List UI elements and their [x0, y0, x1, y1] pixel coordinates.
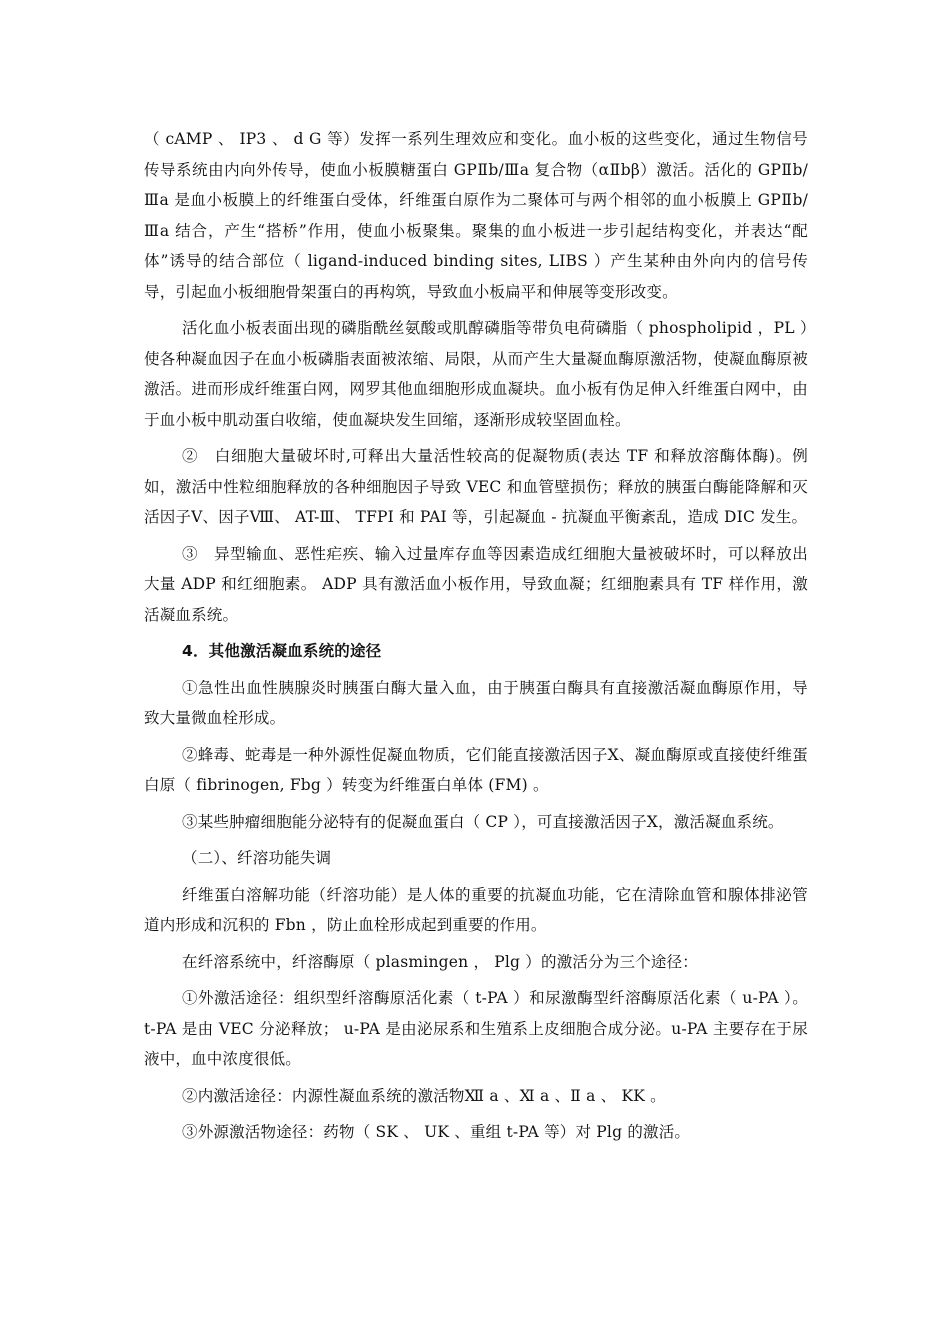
- paragraph-platelet-activation: （ cAMP 、 IP3 、 d G 等）发挥一系列生理效应和变化。血小板的这些变化，通过生物信号传导系统由内向外传导，使血小板膜糖蛋白 GPⅡb/Ⅲa 复合物（αⅡbβ）激活。活化的 GPⅡb/Ⅲa 是血小板膜上的纤维蛋白受体，纤维蛋白原作为二聚体可与两个相邻的血小板膜上 GPⅡb/Ⅲa 结合，产生“搭桥”作用，使血小板聚集。聚集的血小板进一步引起结构变化，并表达“配体”诱导的结合部位（ ligand-induced binding sites, LIBS ）产生某种由外向内的信号传导，引起血小板细胞骨架蛋白的再构筑，导致血小板扁平和伸展等变形改变。: [144, 130, 808, 301]
- paragraph-fibrinolysis-intro: 纤维蛋白溶解功能（纤溶功能）是人体的重要的抗凝血功能，它在清除血管和腺体排泌管道内形成和沉积的 Fbn ，防止血栓形成起到重要的作用。: [144, 885, 808, 934]
- paragraph-tumor: ③某些肿瘤细胞能分泌特有的促凝血蛋白（ CP ），可直接激活因子Ⅹ，激活凝血系统。: [182, 812, 784, 831]
- paragraph-phospholipid: 活化血小板表面出现的磷脂酰丝氨酸或肌醇磷脂等带负电荷磷脂（ phospholipid ，PL ）使各种凝血因子在血小板磷脂表面被浓缩、局限，从而产生大量凝血酶原激活物，使凝血酶原被激活。进而形成纤维蛋白网，网罗其他血细胞形成血凝块。血小板有伪足伸入纤维蛋白网中，由于血小板中肌动蛋白收缩，使血凝块发生回缩，逐渐形成较坚固血栓。: [144, 319, 808, 429]
- paragraph-pancreatitis: ①急性出血性胰腺炎时胰蛋白酶大量入血，由于胰蛋白酶具有直接激活凝血酶原作用，导致大量微血栓形成。: [144, 678, 808, 727]
- paragraph-venom: ②蜂毒、蛇毒是一种外源性促凝血物质，它们能直接激活因子Ⅹ、凝血酶原或直接使纤维蛋白原（ fibrinogen, Fbg ）转变为纤维蛋白单体 (FM) 。: [144, 745, 808, 794]
- paragraph-plasminogen: 在纤溶系统中，纤溶酶原（ plasmingen ， Plg ）的激活分为三个途径：: [182, 952, 699, 971]
- paragraph-internal-activation: ②内激活途径：内源性凝血系统的激活物Ⅻ a 、Ⅺ a 、Ⅱ a 、 KK 。: [182, 1086, 666, 1105]
- document-page: [144, 124, 808, 1148]
- section-heading-other-pathways: 4．其他激活凝血系统的途径: [182, 642, 382, 660]
- paragraph-erythrocyte: ③ 异型输血、恶性疟疾、输入过量库存血等因素造成红细胞大量被破坏时，可以释放出大量 ADP 和红细胞素。 ADP 具有激活血小板作用，导致血凝；红细胞素具有 TF 样作用，激活凝血系统。: [144, 544, 808, 624]
- paragraph-leukocyte: ② 白细胞大量破坏时,可释出大量活性较高的促凝物质(表达 TF 和释放溶酶体酶)。例如，激活中性粒细胞释放的各种细胞因子导致 VEC 和血管壁损伤；释放的胰蛋白酶能降解和灭活因子Ⅴ、因子Ⅷ、 AT-Ⅲ、 TFPI 和 PAI 等，引起凝血 - 抗凝血平衡紊乱，造成 DIC 发生。: [144, 447, 808, 526]
- section-heading-fibrinolysis: （二）、纤溶功能失调: [182, 849, 332, 867]
- paragraph-exogenous-activation: ③外源激活物途径：药物（ SK 、 UK 、重组 t-PA 等）对 Plg 的激活。: [182, 1123, 691, 1141]
- paragraph-external-activation: ①外激活途径：组织型纤溶酶原活化素（ t-PA ）和尿激酶型纤溶酶原活化素（ u-PA ）。t-PA 是由 VEC 分泌释放； u-PA 是由泌尿系和生殖系上皮细胞合成分泌。u-PA 主要存在于尿液中，血中浓度很低。: [144, 989, 808, 1068]
